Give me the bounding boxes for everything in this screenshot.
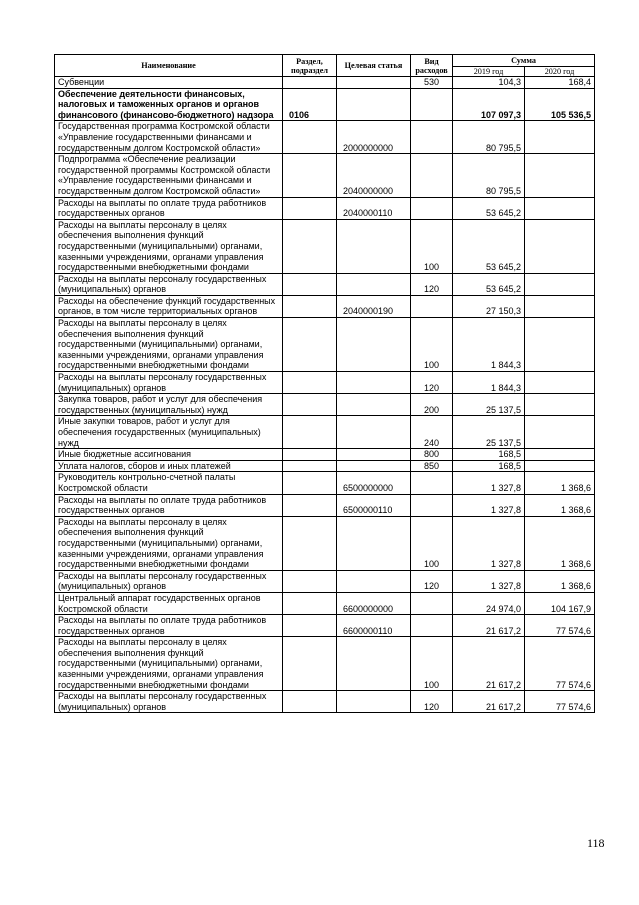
table-row [55, 494, 595, 516]
cell-2019: 53 645,2 [453, 273, 525, 295]
cell-2019: 1 327,8 [453, 472, 525, 494]
cell-type [411, 197, 453, 219]
cell-target [337, 570, 411, 592]
cell-2019: 24 974,0 [453, 592, 525, 614]
cell-2020: 1 368,6 [525, 570, 595, 592]
table-row [55, 273, 595, 295]
cell-2020 [525, 372, 595, 394]
cell-name: Расходы на выплаты персоналу в целях обеспечения выполнения функций государственными (муниципальными) органами, казенными учреждениями, органами управления государственными внебюджетными фондами [55, 318, 283, 372]
cell-2019: 1 327,8 [453, 516, 525, 570]
cell-target [337, 394, 411, 416]
cell-2020 [525, 295, 595, 317]
cell-type: 240 [411, 416, 453, 449]
header-section: Раздел, подраздел [283, 55, 337, 77]
cell-2019: 21 617,2 [453, 691, 525, 713]
cell-target: 6600000000 [337, 592, 411, 614]
cell-2019: 1 844,3 [453, 318, 525, 372]
cell-name: Расходы на выплаты персоналу в целях обеспечения выполнения функций государственными (муниципальными) органами, казенными учреждениями, органами управления государственными внебюджетными фондами [55, 219, 283, 273]
cell-section [283, 372, 337, 394]
cell-target [337, 460, 411, 472]
cell-section [283, 494, 337, 516]
cell-name: Уплата налогов, сборов и иных платежей [55, 460, 283, 472]
cell-name: Обеспечение деятельности финансовых, налоговых и таможенных органов и органов финансового (финансово-бюджетного) надзора [55, 88, 283, 121]
cell-type: 530 [411, 77, 453, 89]
cell-type: 100 [411, 318, 453, 372]
cell-2020 [525, 318, 595, 372]
cell-name: Расходы на выплаты персоналу государственных (муниципальных) органов [55, 691, 283, 713]
cell-name: Расходы на выплаты персоналу государственных (муниципальных) органов [55, 570, 283, 592]
cell-2020 [525, 394, 595, 416]
table-row [55, 121, 595, 154]
cell-name: Субвенции [55, 77, 283, 89]
cell-type: 100 [411, 637, 453, 691]
cell-2020 [525, 273, 595, 295]
table-row [55, 197, 595, 219]
cell-2020 [525, 154, 595, 197]
cell-section [283, 570, 337, 592]
cell-name: Расходы на выплаты персоналу в целях обеспечения выполнения функций государственными (муниципальными) органами, казенными учреждениями, органами управления государственными внебюджетными фондами [55, 637, 283, 691]
cell-section [283, 516, 337, 570]
cell-target [337, 372, 411, 394]
cell-2020 [525, 416, 595, 449]
cell-2020 [525, 197, 595, 219]
cell-target: 2000000000 [337, 121, 411, 154]
cell-2019: 168,5 [453, 449, 525, 461]
table-row [55, 154, 595, 197]
cell-section [283, 637, 337, 691]
cell-type: 800 [411, 449, 453, 461]
table-row [55, 592, 595, 614]
cell-target: 2040000110 [337, 197, 411, 219]
table-row [55, 77, 595, 89]
table-row [55, 318, 595, 372]
table-row [55, 691, 595, 713]
page-number: 118 [587, 836, 605, 850]
table-row [55, 516, 595, 570]
cell-target [337, 691, 411, 713]
table-row [55, 460, 595, 472]
cell-target [337, 416, 411, 449]
cell-type [411, 494, 453, 516]
cell-section [283, 460, 337, 472]
table-body [55, 77, 595, 713]
header-name: Наименование [55, 55, 283, 77]
table-row [55, 449, 595, 461]
cell-target: 2040000190 [337, 295, 411, 317]
cell-section [283, 295, 337, 317]
cell-2020 [525, 449, 595, 461]
cell-2020 [525, 219, 595, 273]
cell-section [283, 592, 337, 614]
cell-type: 120 [411, 691, 453, 713]
cell-type [411, 472, 453, 494]
cell-type: 120 [411, 570, 453, 592]
header-target: Целевая статья [337, 55, 411, 77]
cell-section [283, 691, 337, 713]
table-row [55, 472, 595, 494]
cell-name: Расходы на выплаты персоналу государственных (муниципальных) органов [55, 372, 283, 394]
cell-name: Подпрограмма «Обеспечение реализации государственной программы Костромской области «Управление государственными финансами и государственным долгом Костромской области» [55, 154, 283, 197]
cell-name: Расходы на выплаты по оплате труда работников государственных органов [55, 615, 283, 637]
cell-name: Расходы на обеспечение функций государственных органов, в том числе территориальных органов [55, 295, 283, 317]
cell-target [337, 637, 411, 691]
cell-target [337, 516, 411, 570]
table-row [55, 295, 595, 317]
cell-name: Иные бюджетные ассигнования [55, 449, 283, 461]
cell-name: Расходы на выплаты по оплате труда работников государственных органов [55, 494, 283, 516]
cell-target [337, 77, 411, 89]
cell-2019: 53 645,2 [453, 197, 525, 219]
cell-2019: 107 097,3 [453, 88, 525, 121]
cell-2020 [525, 460, 595, 472]
header-2020: 2020 год [525, 67, 595, 77]
cell-section [283, 615, 337, 637]
cell-target [337, 273, 411, 295]
cell-type [411, 295, 453, 317]
cell-section [283, 449, 337, 461]
cell-2020: 77 574,6 [525, 691, 595, 713]
header-2019: 2019 год [453, 67, 525, 77]
table-row [55, 219, 595, 273]
cell-2019: 53 645,2 [453, 219, 525, 273]
cell-name: Иные закупки товаров, работ и услуг для обеспечения государственных (муниципальных) нужд [55, 416, 283, 449]
table-row [55, 372, 595, 394]
cell-name: Расходы на выплаты персоналу государственных (муниципальных) органов [55, 273, 283, 295]
cell-2019: 21 617,2 [453, 615, 525, 637]
cell-target: 6600000110 [337, 615, 411, 637]
table-row [55, 416, 595, 449]
header-type: Вид расходов [411, 55, 453, 77]
cell-2020: 105 536,5 [525, 88, 595, 121]
cell-type [411, 592, 453, 614]
cell-section [283, 273, 337, 295]
cell-type [411, 154, 453, 197]
cell-2020: 1 368,6 [525, 472, 595, 494]
cell-name: Центральный аппарат государственных органов Костромской области [55, 592, 283, 614]
cell-target: 2040000000 [337, 154, 411, 197]
cell-target: 6500000000 [337, 472, 411, 494]
cell-2020: 77 574,6 [525, 615, 595, 637]
cell-section [283, 197, 337, 219]
cell-2019: 1 327,8 [453, 570, 525, 592]
cell-target [337, 219, 411, 273]
cell-target [337, 318, 411, 372]
cell-name: Расходы на выплаты по оплате труда работников государственных органов [55, 197, 283, 219]
cell-type [411, 121, 453, 154]
table-row [55, 615, 595, 637]
cell-2019: 25 137,5 [453, 416, 525, 449]
cell-type: 850 [411, 460, 453, 472]
table-row [55, 394, 595, 416]
cell-type: 120 [411, 372, 453, 394]
table-row [55, 637, 595, 691]
cell-2020: 168,4 [525, 77, 595, 89]
cell-name: Государственная программа Костромской области «Управление государственными финансами и государственным долгом Костромской области» [55, 121, 283, 154]
cell-section [283, 472, 337, 494]
cell-target [337, 449, 411, 461]
cell-2019: 1 844,3 [453, 372, 525, 394]
cell-2019: 21 617,2 [453, 637, 525, 691]
cell-target: 6500000110 [337, 494, 411, 516]
cell-name: Расходы на выплаты персоналу в целях обеспечения выполнения функций государственными (муниципальными) органами, казенными учреждениями, органами управления государственными внебюджетными фондами [55, 516, 283, 570]
cell-type [411, 88, 453, 121]
cell-2019: 104,3 [453, 77, 525, 89]
cell-2020: 104 167,9 [525, 592, 595, 614]
cell-2019: 27 150,3 [453, 295, 525, 317]
cell-2020: 77 574,6 [525, 637, 595, 691]
cell-section [283, 154, 337, 197]
cell-2019: 80 795,5 [453, 154, 525, 197]
table-row [55, 570, 595, 592]
cell-section [283, 416, 337, 449]
cell-target [337, 88, 411, 121]
cell-section: 0106 [283, 88, 337, 121]
cell-type: 200 [411, 394, 453, 416]
cell-section [283, 394, 337, 416]
budget-table [54, 54, 595, 713]
cell-type: 100 [411, 219, 453, 273]
cell-type: 100 [411, 516, 453, 570]
cell-section [283, 77, 337, 89]
cell-name: Закупка товаров, работ и услуг для обеспечения государственных (муниципальных) нужд [55, 394, 283, 416]
header-sum: Сумма [453, 55, 595, 67]
cell-section [283, 121, 337, 154]
cell-section [283, 219, 337, 273]
cell-2019: 168,5 [453, 460, 525, 472]
cell-2020: 1 368,6 [525, 516, 595, 570]
cell-2019: 1 327,8 [453, 494, 525, 516]
cell-2019: 25 137,5 [453, 394, 525, 416]
cell-type [411, 615, 453, 637]
table-row [55, 88, 595, 121]
cell-name: Руководитель контрольно-счетной палаты Костромской области [55, 472, 283, 494]
cell-2019: 80 795,5 [453, 121, 525, 154]
cell-2020 [525, 121, 595, 154]
cell-type: 120 [411, 273, 453, 295]
table-header [55, 55, 595, 77]
cell-2020: 1 368,6 [525, 494, 595, 516]
cell-section [283, 318, 337, 372]
